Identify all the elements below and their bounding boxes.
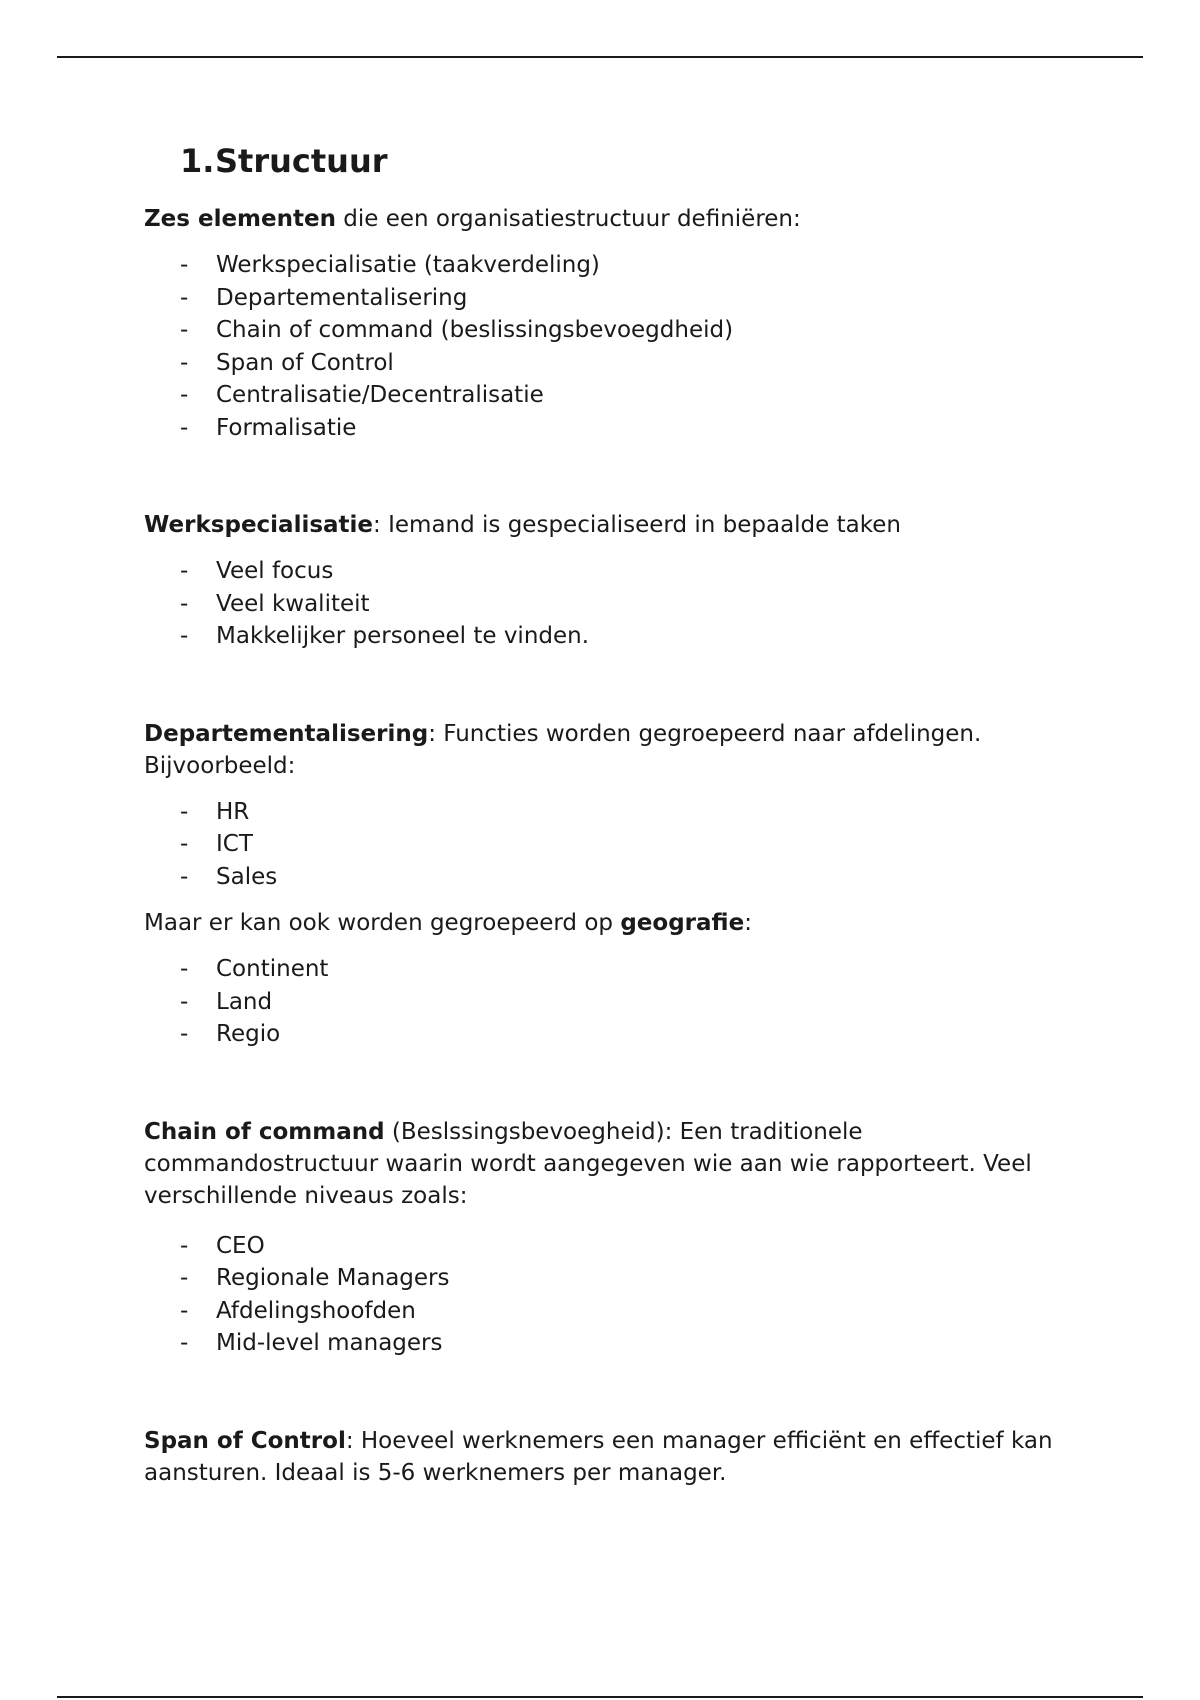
list-item-text: Regionale Managers — [216, 1265, 450, 1291]
list-item — [144, 555, 1084, 588]
list-marker: - — [180, 988, 189, 1015]
list-marker: - — [180, 1265, 189, 1291]
list-item-text: Veel focus — [216, 558, 334, 584]
section-heading — [180, 138, 1084, 184]
span-of-control-paragraph — [144, 1425, 1084, 1489]
list-item-text: Land — [216, 988, 273, 1015]
heading-number: 1. — [180, 142, 215, 180]
list-marker: - — [180, 798, 189, 825]
span-of-control-bold: Span of Control — [144, 1427, 346, 1454]
list-item — [144, 796, 1084, 829]
intro-list — [144, 249, 1084, 444]
departementalisering-list — [144, 796, 1084, 894]
geografie-paragraph — [144, 907, 1084, 939]
list-marker: - — [180, 558, 189, 584]
list-item-text: Centralisatie/Decentralisatie — [216, 382, 544, 408]
list-marker: - — [180, 1021, 189, 1047]
list-item-text: Departementalisering — [216, 284, 468, 311]
list-item — [144, 828, 1084, 861]
list-item — [144, 861, 1084, 894]
header-rule — [57, 56, 1143, 58]
list-item — [144, 379, 1084, 412]
chain-of-command-text: (Beslssingsbevoegheid): Een traditionele commandostructuur waarin wordt aangegeven wie aan wie rapporteert. Veel verschillende niveaus zoals: — [144, 1118, 1032, 1209]
list-item — [144, 249, 1084, 282]
list-item — [144, 1262, 1084, 1295]
departementalisering-text: : Functies worden gegroepeerd naar afdelingen. Bijvoorbeeld: — [144, 720, 982, 779]
werkspecialisatie-paragraph — [144, 509, 1084, 541]
list-item — [144, 1295, 1084, 1328]
list-marker: - — [180, 317, 189, 343]
list-marker: - — [180, 252, 189, 278]
list-item — [144, 314, 1084, 347]
werkspecialisatie-bold: Werkspecialisatie — [144, 512, 374, 538]
werkspecialisatie-text: : Iemand is gespecialiseerd in bepaalde taken — [373, 512, 901, 538]
intro-paragraph — [144, 203, 1084, 235]
geografie-list — [144, 953, 1084, 1051]
list-marker: - — [180, 1330, 189, 1356]
intro-bold: Zes elementen — [144, 206, 336, 232]
list-item — [144, 347, 1084, 380]
list-item-text: Regio — [216, 1021, 281, 1047]
list-item-text: HR — [216, 798, 250, 825]
list-marker: - — [180, 1297, 189, 1324]
heading-title: Structuur — [215, 142, 388, 180]
footer-rule — [57, 1696, 1143, 1698]
list-item-text: Makkelijker personeel te vinden. — [216, 623, 590, 649]
list-item-text: Chain of command (beslissingsbevoegdheid) — [216, 317, 734, 343]
departementalisering-paragraph — [144, 718, 1084, 782]
list-item — [144, 1230, 1084, 1263]
geografie-bold: geografie — [620, 910, 745, 936]
intro-text: die een organisatiestructuur definiëren: — [335, 206, 801, 232]
list-item-text: Sales — [216, 863, 278, 890]
list-item — [144, 282, 1084, 315]
list-item — [144, 1327, 1084, 1360]
list-item-text: Formalisatie — [216, 414, 357, 441]
geografie-text-before: Maar er kan ook worden gegroepeerd op — [144, 910, 621, 936]
list-marker: - — [180, 623, 189, 649]
werkspecialisatie-list — [144, 555, 1084, 653]
list-marker: - — [180, 284, 189, 311]
list-marker: - — [180, 349, 189, 376]
list-marker: - — [180, 863, 189, 890]
list-item-text: Afdelingshoofden — [216, 1297, 416, 1324]
departementalisering-bold: Departementalisering — [144, 720, 429, 747]
list-marker: - — [180, 414, 189, 441]
list-item-text: Continent — [216, 956, 329, 982]
list-item — [144, 986, 1084, 1019]
list-item — [144, 953, 1084, 986]
list-item-text: Werkspecialisatie (taakverdeling) — [216, 252, 600, 278]
list-item — [144, 1018, 1084, 1051]
list-item-text: Veel kwaliteit — [216, 590, 370, 617]
list-marker: - — [180, 1232, 189, 1259]
list-marker: - — [180, 590, 189, 617]
list-marker: - — [180, 382, 189, 408]
list-marker: - — [180, 956, 189, 982]
list-item — [144, 620, 1084, 653]
list-item — [144, 588, 1084, 621]
span-of-control-text: : Hoeveel werknemers een manager efficiënt en effectief kan aansturen. Ideaal is 5-6 werknemers per manager. — [144, 1427, 1053, 1486]
document-body — [144, 138, 1084, 1489]
list-item-text: CEO — [216, 1232, 265, 1259]
geografie-text-after: : — [744, 910, 752, 936]
chain-of-command-bold: Chain of command — [144, 1118, 385, 1145]
list-marker: - — [180, 831, 189, 857]
list-item-text: ICT — [216, 831, 253, 857]
chain-of-command-list — [144, 1230, 1084, 1360]
chain-of-command-paragraph — [144, 1116, 1084, 1212]
list-item-text: Span of Control — [216, 349, 394, 376]
list-item — [144, 412, 1084, 445]
list-item-text: Mid-level managers — [216, 1330, 443, 1356]
